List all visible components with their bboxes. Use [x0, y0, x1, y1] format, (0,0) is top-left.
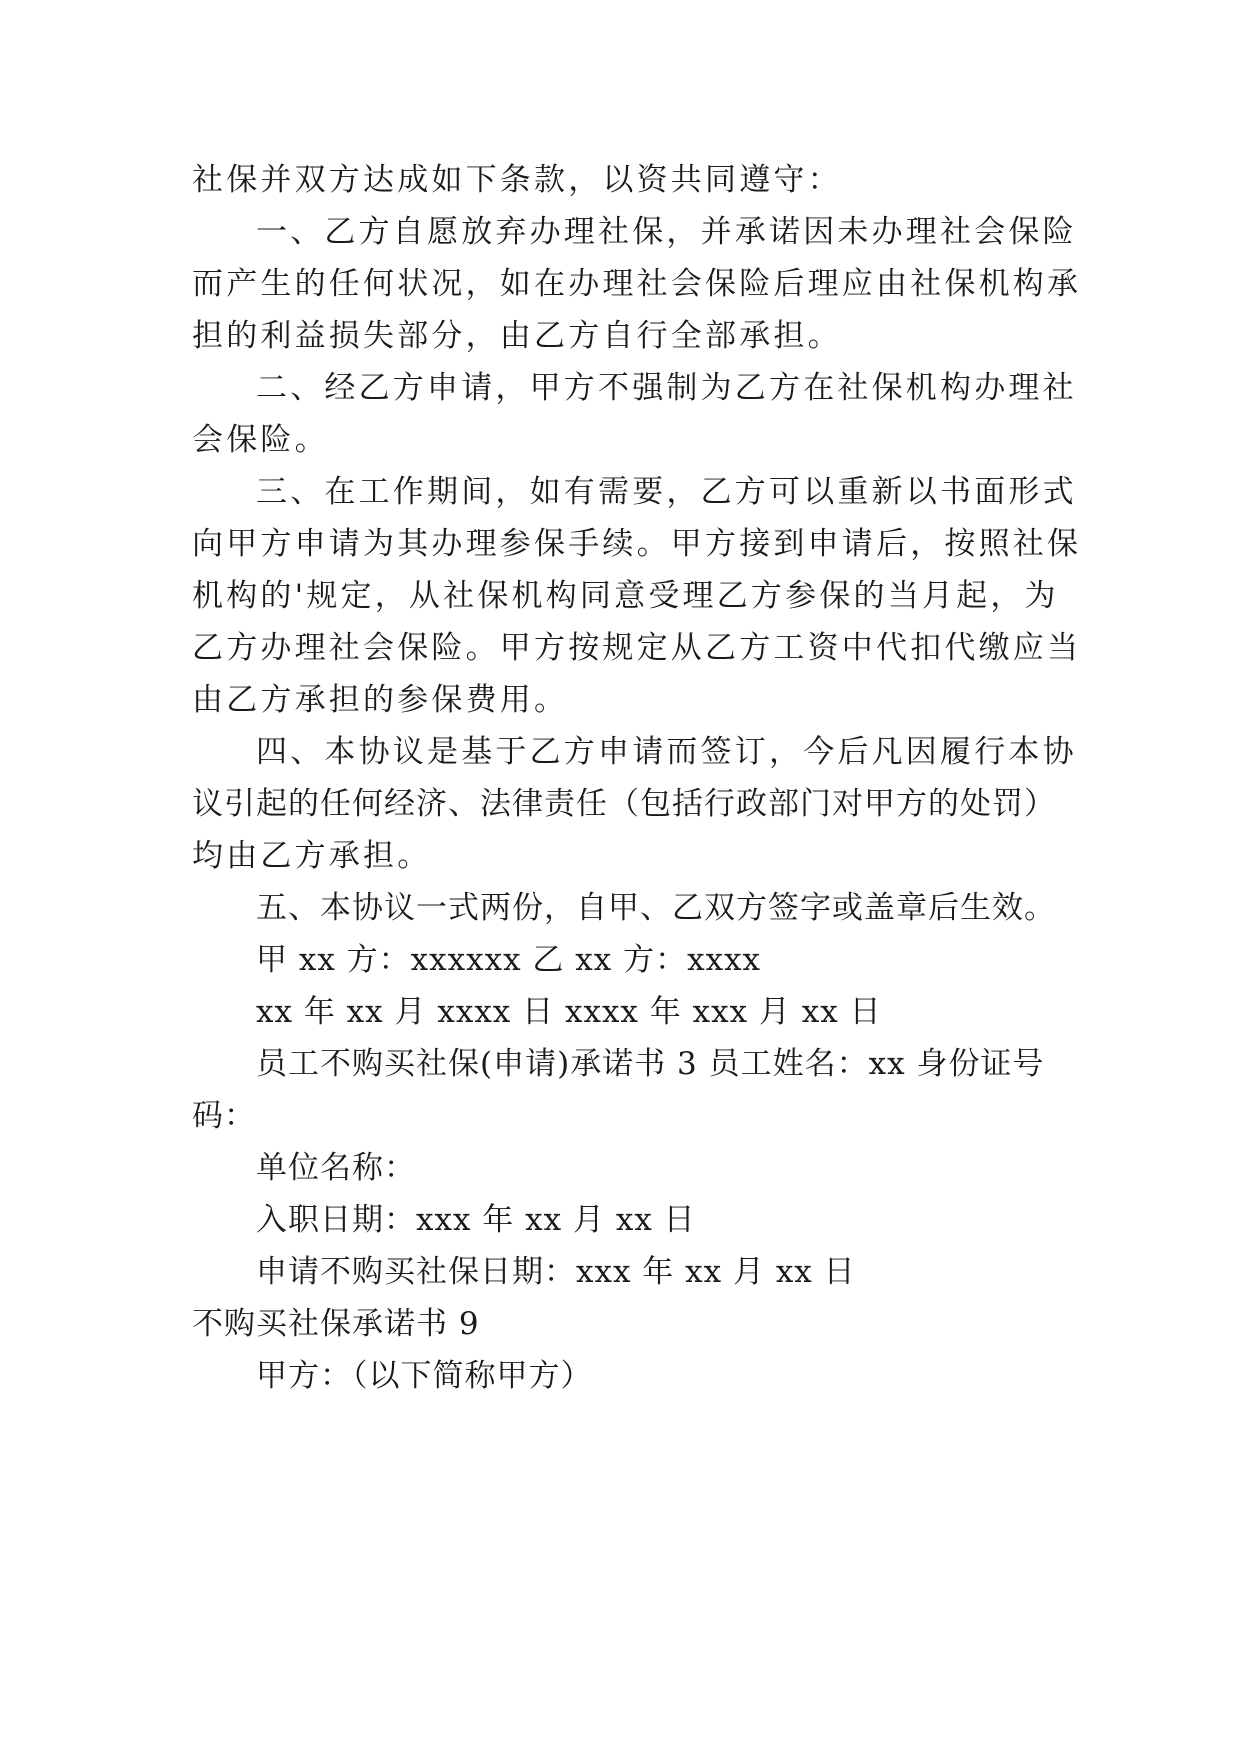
text-line: 二、经乙方申请，甲方不强制为乙方在社保机构办理社 [256, 370, 1077, 406]
text-line: 向甲方申请为其办理参保手续。甲方接到申请后，按照社保 [192, 526, 1082, 562]
text-line: 五、本协议一式两份，自甲、乙双方签字或盖章后生效。 [256, 890, 1056, 926]
text-line: 不购买社保承诺书 9 [192, 1306, 480, 1342]
text-line: 甲方：（以下简称甲方） [256, 1358, 593, 1394]
text-line: 会保险。 [192, 422, 329, 458]
text-line: xx 年 xx 月 xxxx 日 xxxx 年 xxx 月 xx 日 [256, 994, 882, 1030]
text-line: 申请不购买社保日期：xxx 年 xx 月 xx 日 [256, 1254, 856, 1290]
text-line: 社保并双方达成如下条款，以资共同遵守： [192, 162, 842, 198]
text-line: 码： [192, 1098, 256, 1134]
text-line: 而产生的任何状况，如在办理社会保险后理应由社保机构承 [192, 266, 1082, 302]
text-line: 由乙方承担的参保费用。 [192, 682, 569, 718]
text-line: 员工不购买社保(申请)承诺书 3 员工姓名：xx 身份证号 [256, 1046, 1045, 1082]
text-line: 议引起的任何经济、法律责任（包括行政部门对甲方的处罚） [192, 786, 1056, 822]
text-line: 三、在工作期间，如有需要，乙方可以重新以书面形式 [256, 474, 1077, 510]
text-line: 入职日期：xxx 年 xx 月 xx 日 [256, 1202, 696, 1238]
text-line: 一、乙方自愿放弃办理社保，并承诺因未办理社会保险 [256, 214, 1077, 250]
text-line: 机构的'规定，从社保机构同意受理乙方参保的当月起，为 [192, 578, 1059, 614]
text-line: 均由乙方承担。 [192, 838, 432, 874]
text-line: 乙方办理社会保险。甲方按规定从乙方工资中代扣代缴应当 [192, 630, 1082, 666]
text-line: 四、本协议是基于乙方申请而签订，今后凡因履行本协 [256, 734, 1077, 770]
text-line: 担的利益损失部分，由乙方自行全部承担。 [192, 318, 842, 354]
text-line: 单位名称： [256, 1150, 416, 1186]
text-line: 甲 xx 方：xxxxxx 乙 xx 方：xxxx [256, 942, 762, 978]
